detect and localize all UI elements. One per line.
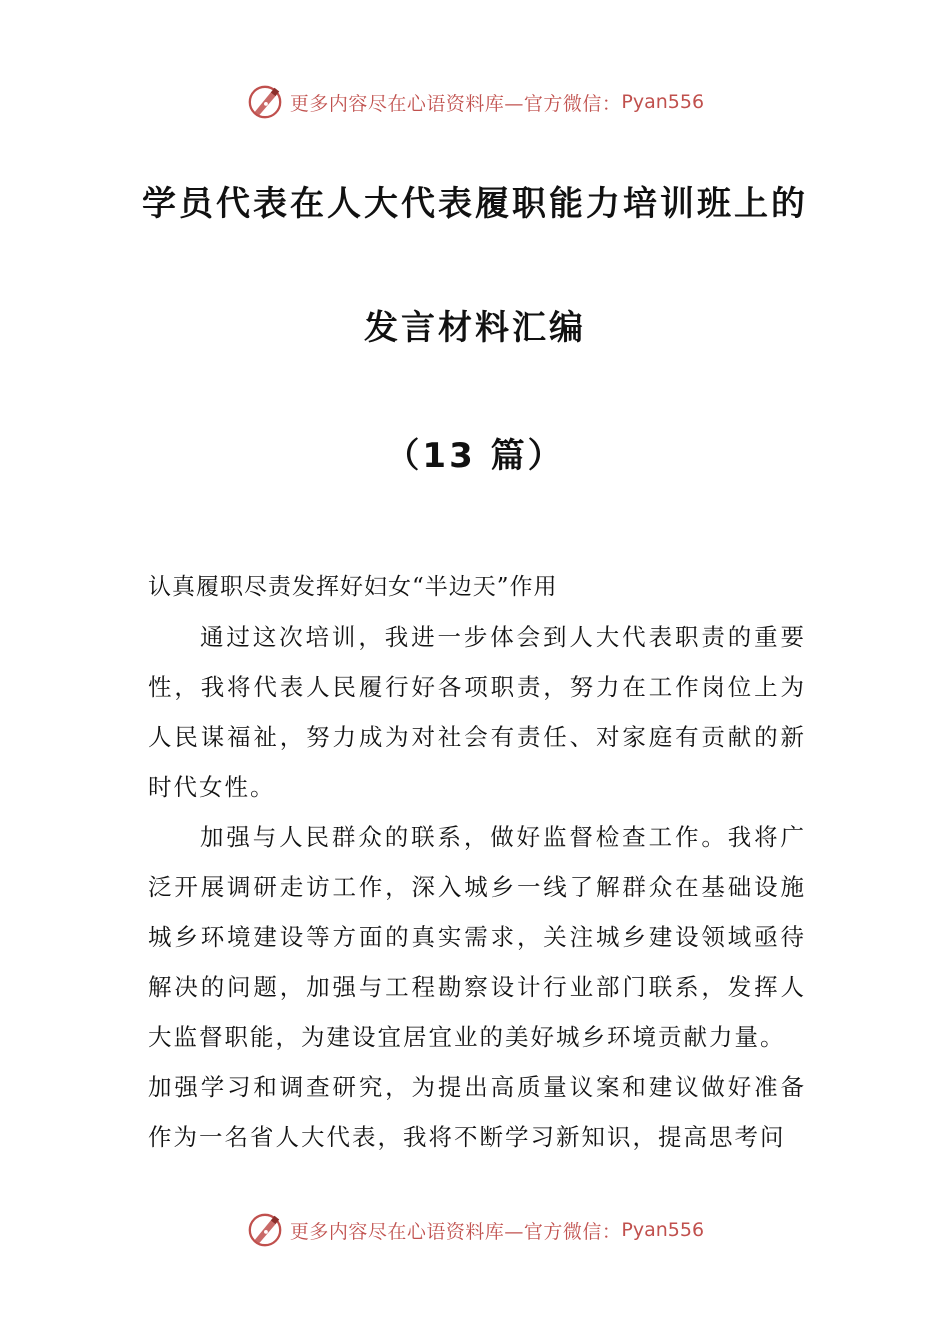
- document-article-count: （13 篇）: [385, 436, 565, 476]
- pen-nib-logo-icon: [246, 1211, 284, 1249]
- footer-banner: [0, 1210, 950, 1250]
- document-title-line-2: 发言材料汇编: [364, 308, 586, 348]
- header-banner: [0, 82, 950, 122]
- section-heading: 认真履职尽责发挥好妇女“半边天”作用: [148, 574, 558, 600]
- pen-nib-logo-icon: [246, 83, 284, 121]
- body-paragraph: 加强与人民群众的联系，做好监督检查工作。我将广泛开展调研走访工作，深入城乡一线了解群众在基础设施城乡环境建设等方面的真实需求，关注城乡建设领域亟待解决的问题，加强与工程勘察设计行业部门联系，发挥人大监督职能，为建设宜居宜业的美好城乡环境贡献力量。: [148, 823, 806, 1051]
- banner-wechat-id: Pyan556: [621, 1219, 705, 1241]
- banner-text: 更多内容尽在心语资料库—官方微信：: [289, 92, 622, 115]
- banner-wechat-id: Pyan556: [621, 91, 705, 113]
- document-title-line-1: 学员代表在人大代表履职能力培训班上的: [142, 184, 808, 224]
- body-paragraph: 加强学习和调查研究，为提出高质量议案和建议做好准备作为一名省人大代表，我将不断学习新知识，提高思考问: [148, 1073, 806, 1151]
- document-body: [148, 612, 806, 1162]
- banner-text: 更多内容尽在心语资料库—官方微信：: [289, 1220, 622, 1243]
- body-paragraph: 通过这次培训，我进一步体会到人大代表职责的重要性，我将代表人民履行好各项职责，努力在工作岗位上为人民谋福祉，努力成为对社会有责任、对家庭有贡献的新时代女性。: [148, 623, 806, 801]
